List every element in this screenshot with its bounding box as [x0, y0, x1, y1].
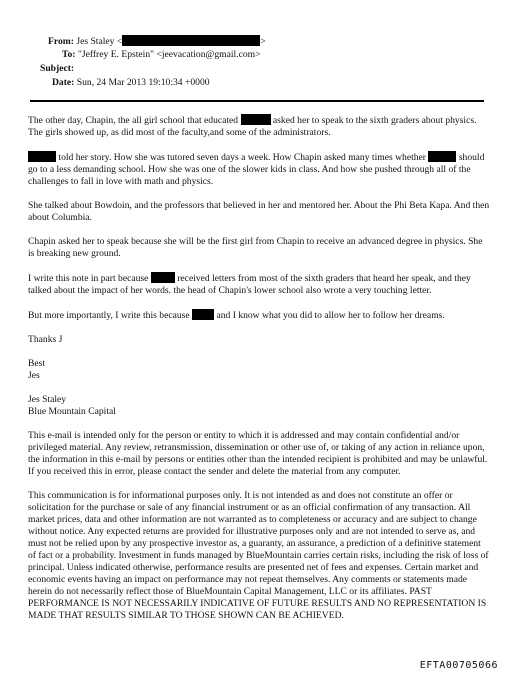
thanks-line: Thanks J	[28, 334, 63, 345]
p5-text-b: received letters from most of the sixth graders that heard her speak, and they talked about the impact of her words. the head of Chapin's lower school also wrote a very touching letter.	[28, 273, 471, 296]
document-id: EFTA00705066	[419, 660, 498, 671]
from-label: From:	[48, 36, 74, 47]
date-line	[52, 77, 210, 89]
redaction-block	[192, 309, 214, 320]
to-value: "Jeffrey E. Epstein" <jeevacation@gmail.com>	[77, 49, 261, 60]
p1-text-a: The other day, Chapin, the all girl school that educated	[28, 115, 239, 126]
paragraph-2	[28, 151, 490, 188]
paragraph-3: She talked about Bowdoin, and the professors that believed in her and mentored her. About the Phi Beta Kapa. And then about Columbia.	[28, 200, 490, 223]
redaction-block	[122, 35, 260, 46]
closing-block	[28, 358, 490, 382]
date-label: Date:	[52, 77, 75, 88]
paragraph-4: Chapin asked her to speak because she will be the first girl from Chapin to receive an advanced degree in physics. She is breaking new ground.	[28, 236, 483, 259]
signature-block	[28, 394, 490, 418]
email-body	[28, 114, 490, 634]
header-divider	[30, 100, 484, 102]
from-close: >	[260, 36, 266, 47]
p1-text-b: asked her to speak to the sixth graders about physics. The girls showed up, as did most of the faculty,and some of the administrators.	[28, 115, 477, 138]
paragraph-1	[28, 114, 490, 139]
date-value: Sun, 24 Mar 2013 19:10:34 +0000	[76, 77, 210, 88]
paragraph-6	[28, 309, 490, 322]
from-line	[48, 35, 266, 48]
closing-name: Jes	[28, 370, 40, 381]
closing: Best	[28, 358, 46, 369]
p6-text-b: and I know what you did to allow her to follow her dreams.	[216, 310, 445, 321]
redaction-block	[241, 114, 271, 125]
to-label: To:	[62, 49, 76, 60]
signature-name: Jes Staley	[28, 394, 67, 405]
redaction-block	[428, 151, 456, 162]
redaction-block	[151, 272, 175, 283]
disclaimer-confidential: This e-mail is intended only for the person or entity to which it is addressed and may contain confidential and/or privileged material. Any review, retransmission, dissemination or other use of, or taking of any action in reliance upon, the information in this e-mail by persons or entities other than the intended recipient is prohibited and may be unlawful. If you received this in error, please contact the sender and delete the material from any computer.	[28, 430, 488, 477]
subject-line	[40, 63, 74, 75]
redaction-block	[28, 151, 56, 162]
p2-text-a: told her story. How she was tutored seven days a week. How Chapin asked many times whether	[58, 152, 426, 163]
p5-text-a: I write this note in part because	[28, 273, 149, 284]
paragraph-5	[28, 272, 490, 297]
to-line	[62, 49, 261, 61]
signature-company: Blue Mountain Capital	[28, 406, 116, 417]
p6-text-a: But more importantly, I write this because	[28, 310, 190, 321]
p2-text-b: should go to a less demanding school. How she was one of the slower kids in class. And how she pushed through all of the challenges to fall in love with math and physics.	[28, 152, 485, 187]
disclaimer-informational: This communication is for informational purposes only. It is not intended as and does not constitute an offer or solicitation for the purchase or sale of any financial instrument or as an official confirmation of any transaction. All market prices, data and other information are not warranted as to completeness or accuracy and are subject to change without notice. Any expected returns are provided for illustrative purposes only and are not intended to serve as, and must not be relied upon by any prospective investor as, a guaranty, an assurance, a prediction of a definitive statement of fact or a probability. Investment in funds managed by BlueMountain carries certain risks, including the risk of loss of principal. Unless indicated otherwise, performance results are presented net of fees and expenses. Certain market and economic events having an impact on performance may not repeat themselves. Any comments or statements made herein do not necessarily reflect those of BlueMountain Capital Management, LLC or its affiliates. PAST PERFORMANCE IS NOT NECESSARILY INDICATIVE OF FUTURE RESULTS AND NO REPRESENTATION IS MADE THAT RESULTS SIMILAR TO THOSE SHOWN CAN BE ACHIEVED.	[28, 490, 489, 621]
from-name: Jes Staley <	[76, 36, 123, 47]
subject-label: Subject:	[40, 63, 75, 74]
